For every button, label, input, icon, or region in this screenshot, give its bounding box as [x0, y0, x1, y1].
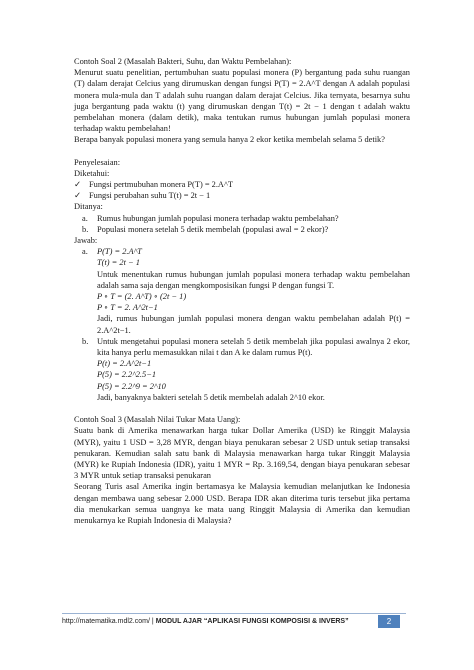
answer-b: [74, 336, 410, 403]
soal3-heading: Contoh Soal 3 (Masalah Nilai Tukar Mata Uang):: [74, 415, 241, 425]
check-icon: ✓: [74, 180, 82, 190]
answer-b-text: Untuk mengetahui populasi monera setelah 5 detik membelah jika populasi awalnya 2 ekor, kita hanya perlu memasukkan nilai t dan A ke dalam rumus P(t).: [97, 336, 410, 358]
page-number: 2: [378, 615, 400, 628]
answer-b-marker: b.: [82, 336, 89, 346]
known-item-text: Fungsi perubahan suhu T(t) = 2t − 1: [89, 191, 211, 201]
page-content: [74, 56, 410, 526]
asked-text: Rumus hubungan jumlah populasi monera terhadap waktu pembelahan?: [97, 213, 339, 223]
known-item-text: Fungsi pertmubuhan monera P(T) = 2.A^T: [89, 180, 234, 190]
footer-title: MODUL AJAR “APLIKASI FUNGSI KOMPOSISI & INVERS”: [155, 618, 349, 625]
footer-rule: [62, 613, 406, 614]
answer-a-marker: a.: [82, 247, 88, 257]
answer-a-conclusion: Jadi, rumus hubungan jumlah populasi monera dengan waktu pembelahan adalah P(t) = 2.A^2t−1.: [97, 314, 410, 335]
answer-b-conclusion: Jadi, banyaknya bakteri setelah 5 detik membelah adalah 2^10 ekor.: [97, 392, 325, 402]
answer-a: [74, 246, 410, 336]
asked-marker: a.: [82, 213, 88, 223]
known-item: [74, 179, 410, 190]
soal3-paragraph-1: Suatu bank di Amerika menawarkan harga tukar Dollar Amerika (USD) ke Ringgit Malaysia (MYR), yaitu 1 USD = 3,28 MYR, dengan biaya penukaran sebesar 2 USD untuk setiap transaksi penukaran. Kemudian salah satu bank di Malaysia menawarkan harga tukar Ringgit Malaysia (MYR) ke Rupiah Indonesia (IDR), yaitu 1 MYR = Rp. 3.169,54, dengan biaya penukaran sebesar 3 MYR untuk setiap transaksi penukaran: [74, 426, 410, 481]
asked-item: [74, 224, 410, 235]
answer-b-eq3: P(5) = 2.2^9 = 2^10: [97, 381, 166, 391]
answer-a-text: Untuk menentukan rumus hubungan jumlah populasi monera terhadap waktu pembelahan adalah sama saja dengan mengkomposisikan fungsi P dengan fungsi T.: [97, 269, 410, 290]
asked-text: Populasi monera setelah 5 detik membelah (populasi awal = 2 ekor)?: [97, 224, 329, 234]
asked-marker: b.: [82, 224, 89, 234]
soal2-paragraph-1: Menurut suatu penelitian, pertumbuhan suatu populasi monera (P) bergantung pada suhu ruangan (T) dalam derajat Celcius yang dirumuskan dengan fungsi P(T) = 2.A^T dengan A adalah populasi monera mula-mula dan T adalah suhu ruangan dalam derajat Celcius. Jika ternyata, besarnya suhu juga bergantung pada waktu (t) yang dirumuskan dengan T(t) = 2t − 1 dengan t adalah waktu pembelahan monera (dalam detik), maka tentukan rumus hubungan jumlah populasi monera terhadap waktu pembelahan!: [74, 68, 410, 134]
soal2-paragraph-2: Berapa banyak populasi monera yang semula hanya 2 ekor ketika membelah selama 5 detik?: [74, 135, 385, 145]
known-item: [74, 190, 410, 201]
soal2-heading: Contoh Soal 2 (Masalah Bakteri, Suhu, dan Waktu Pembelahan):: [74, 57, 292, 66]
footer: [62, 616, 406, 628]
answer-b-eq1: P(t) = 2.A^2t−1: [97, 359, 152, 369]
penyelesaian-label: Penyelesaian:: [74, 157, 121, 167]
answer-a-eq3: P ∘ T = (2. A^T) ∘ (2t − 1): [97, 292, 187, 302]
answer-a-eq2: T(t) = 2t − 1: [97, 258, 140, 268]
soal3-paragraph-2: Seorang Turis asal Amerika ingin bertamasya ke Malaysia kemudian melanjutkan ke Indonesia dengan membawa uang sebesar 2.000 USD. Berapa IDR akan diterima turis tersebut jika pertama dia menukarkan semua uangnya ke mata uang Ringgit Malaysia di Amerika dan kemudian menukarnya ke Rupiah Indonesia di Malaysia?: [74, 482, 410, 525]
jawab-label: Jawab:: [74, 236, 98, 246]
check-icon: ✓: [74, 191, 82, 201]
footer-url[interactable]: http://matematika.mdl2.com/ |: [62, 618, 154, 625]
answer-b-eq2: P(5) = 2.2^2.5−1: [97, 370, 157, 380]
diketahui-label: Diketahui:: [74, 168, 110, 178]
answer-a-eq1: P(T) = 2.A^T: [97, 247, 142, 257]
answer-a-eq4: P ∘ T = 2. A^2t−1: [97, 303, 158, 313]
asked-item: [74, 213, 410, 224]
ditanya-label: Ditanya:: [74, 202, 103, 212]
